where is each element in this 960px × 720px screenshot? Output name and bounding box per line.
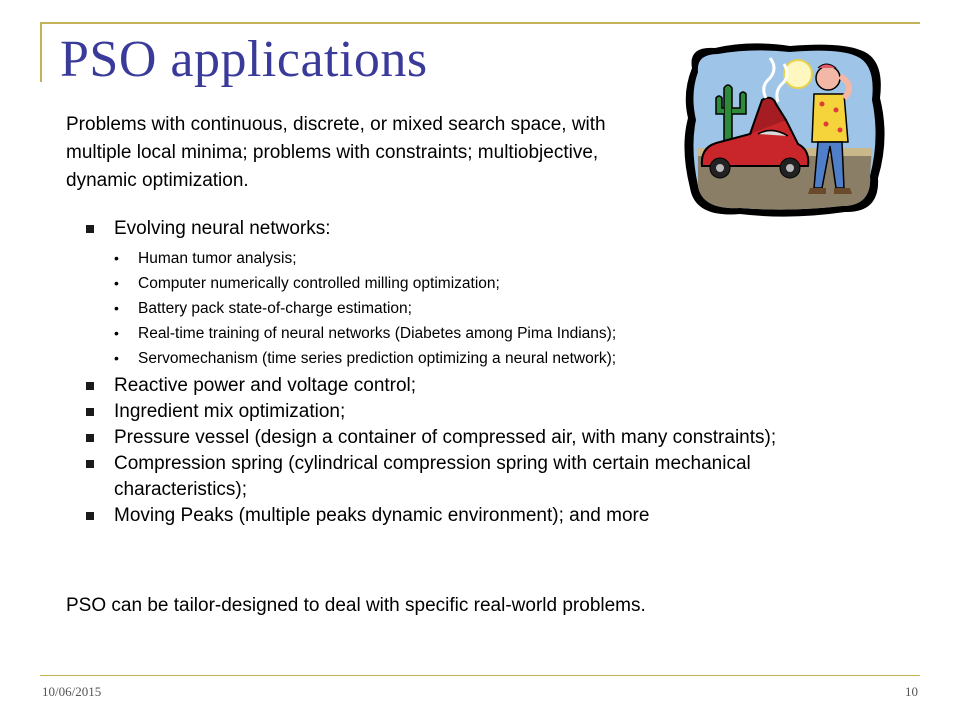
square-bullet-icon [86, 434, 94, 442]
dot-bullet-icon: • [114, 325, 119, 341]
square-bullet-icon [86, 225, 94, 233]
sub-list-item: • Computer numerically controlled milling optimization; [114, 271, 844, 296]
list-item: Ingredient mix optimization; [84, 399, 844, 425]
list-item: Evolving neural networks: • Human tumor analysis; • Computer numerically controlled milling optimization; • Battery pack state-of-charge estimation; • Real-time training of neural networks (Diabetes among Pima Indians); • Servomechanism (time series prediction optimizing a neural network); [84, 216, 844, 371]
broken-down-car-icon [680, 38, 890, 220]
dot-bullet-icon: • [114, 300, 119, 316]
sub-list-item: • Human tumor analysis; [114, 246, 844, 271]
square-bullet-icon [86, 460, 94, 468]
page-title: PSO applications [60, 31, 428, 88]
footer-rule [40, 675, 920, 676]
list-item: Reactive power and voltage control; [84, 373, 844, 399]
frame-top-rule [40, 22, 920, 24]
bullet-list [84, 216, 844, 529]
sub-list-item: • Battery pack state-of-charge estimation; [114, 296, 844, 321]
list-item: Pressure vessel (design a container of compressed air, with many constraints); [84, 425, 844, 451]
sub-list-item: • Real-time training of neural networks (Diabetes among Pima Indians); [114, 321, 844, 346]
list-item: Moving Peaks (multiple peaks dynamic environment); and more [84, 503, 844, 529]
square-bullet-icon [86, 382, 94, 390]
dot-bullet-icon: • [114, 350, 119, 366]
intro-text: Problems with continuous, discrete, or mixed search space, with multiple local minima; problems with constraints; multiobjective, dynamic optimization. [66, 114, 606, 191]
sub-bullet-list [114, 246, 844, 371]
square-bullet-icon [86, 512, 94, 520]
footer-date: 10/06/2015 [42, 684, 102, 699]
square-bullet-icon [86, 408, 94, 416]
dot-bullet-icon: • [114, 275, 119, 291]
frame-left-rule [40, 22, 42, 82]
sub-list-item: • Servomechanism (time series prediction optimizing a neural network); [114, 346, 844, 371]
list-item: Compression spring (cylindrical compression spring with certain mechanical characteristics); [84, 451, 844, 503]
page-number: 10 [905, 684, 918, 699]
dot-bullet-icon: • [114, 250, 119, 266]
closing-text: PSO can be tailor-designed to deal with specific real-world problems. [66, 595, 646, 616]
